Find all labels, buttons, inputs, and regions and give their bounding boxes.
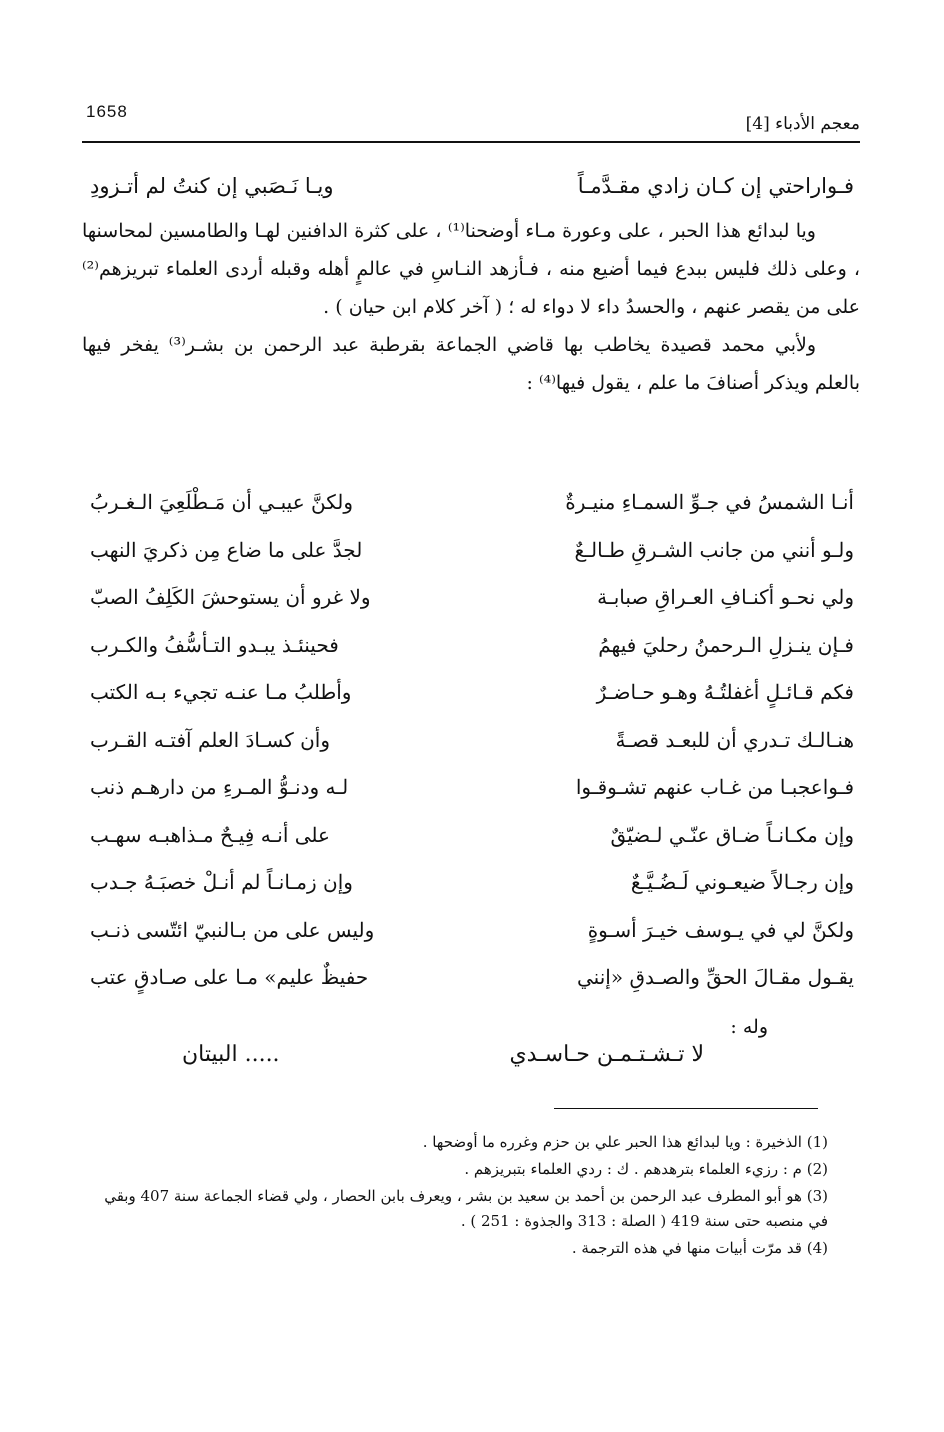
opening-verse	[90, 174, 854, 212]
poem-verse	[90, 823, 854, 871]
verse-second-hemistich: وإن زمـانـاً لم أنـلْ خصبَـهُ جـدب	[90, 870, 353, 894]
verse-second-hemistich: وليس على من بـالنبيّ ائتّسى ذنـب	[90, 917, 375, 942]
footnotes	[82, 1130, 828, 1263]
verse-second-hemistich: ..... البيتان	[182, 1042, 280, 1067]
footnote: (3) هو أبو المطرف عبد الرحمن بن أحمد بن سعيد بن بشر ، ويعرف بابن الحصار ، ولي قضاء الجماعة سنة 407 وبقي في منصبه حتى سنة 419 ( الصلة : 313 والجذوة : 251 ) .	[104, 1187, 828, 1230]
verse-second-hemistich: فحينئـذ يبـدو التـأسُّفُ والكـرب	[90, 632, 339, 657]
verse-second-hemistich: حفيظٌ عليم» مـا على صـادقٍ عتب	[90, 965, 369, 989]
verse-first-hemistich: لا تـشـتـمـن حـاسـدي	[509, 1042, 704, 1067]
verse-second-hemistich: وأطلبُ مـا عنـه تجيء بـه الكتب	[90, 680, 352, 704]
verse-first-hemistich: ولـو أنني من جانب الشـرقِ طـالـعٌ	[574, 537, 854, 562]
verse-second-hemistich: ويـا نَـصَبي إن كنتُ لم أتـزودِ	[90, 174, 334, 198]
verse-second-hemistich: على أنـه فِيـحٌ مـذاهبـه سهـب	[90, 822, 330, 847]
verse-first-hemistich: فـإن ينـزلِ الـرحمنُ رحليَ فيهمُ	[598, 632, 854, 657]
poem-verse	[90, 633, 854, 681]
poem-verse	[90, 870, 854, 918]
footnote: (4) قد مرّت أبيات منها في هذه الترجمة .	[571, 1239, 828, 1257]
footnote: (1) الذخيرة : ويا لبدائع هذا الحبر علي بن حزم وغرره ما أوضحها .	[422, 1133, 828, 1151]
verse-first-hemistich: ولكنَّ لي في يـوسف خيـرَ أسـوةٍ	[587, 917, 854, 942]
poem-verse	[90, 680, 854, 728]
paragraph: ويا لبدائع هذا الحبر ، على وعورة مـاء أوضحنا⁽¹⁾ ، على كثرة الدافنين لهـا والطامسين لمحاسنها ، وعلى ذلك فليس ببدع فيما أضيع منه ، فـأزهد النـاسِ في عالمٍ أهله وقبله أردى العلماء تبريزهم⁽²⁾ على من يقصر عنهم ، والحسدُ داء لا دواء له ؛ ( آخر كلام ابن حيان ) .	[82, 220, 860, 318]
verse-second-hemistich: وأن كسـادَ العلم آفتـه القـرب	[90, 727, 331, 752]
closing-verse	[90, 1042, 854, 1082]
running-title: معجم الأدباء [4]	[745, 114, 860, 134]
poem-verse	[90, 775, 854, 823]
poem-verse	[90, 490, 854, 538]
verse-first-hemistich: ولي نحـو أكنـافِ العـراقِ صبابـة	[597, 585, 854, 609]
verse-first-hemistich: يقـول مقـالَ الحقِّ والصـدقِ «إنني	[577, 965, 854, 989]
footnote-rule	[554, 1108, 818, 1109]
poem-verse	[90, 918, 854, 966]
verse-first-hemistich: هنـالـك تـدري أن للبعـد قصـةً	[615, 727, 854, 752]
verse-second-hemistich: لـه ودنـوُّ المـرءِ من دارهـم ذنب	[90, 775, 349, 799]
header-rule	[82, 141, 860, 143]
footnote: (2) م : رزيء العلماء بترهدهم . ك : ردي العلماء بتبريزهم .	[464, 1160, 828, 1178]
poem	[90, 490, 854, 1013]
poem-verse	[90, 585, 854, 633]
verse-first-hemistich: أنـا الشمسُ في جـوِّ السمـاءِ منيـرةٌ	[565, 490, 854, 514]
poem-intro-label: وله :	[730, 1016, 768, 1038]
paragraph: ولأبي محمد قصيدة يخاطب بها قاضي الجماعة بقرطبة عبد الرحمن بن بشـر⁽³⁾ يفخر فيها بالعلم ويذكر أصنافَ ما علم ، يقول فيها⁽⁴⁾ :	[82, 334, 860, 394]
verse-second-hemistich: ولكنَّ عيبـي أن مَـطْلَعِيَ الـغـربُ	[90, 490, 354, 514]
poem-verse	[90, 965, 854, 1013]
poem-verse	[90, 538, 854, 586]
verse-first-hemistich: وإن مكـانـاً ضـاق عنّـي لـضيّقٌ	[610, 822, 854, 847]
verse-second-hemistich: لجدَّ على ما ضاع مِن ذكريَ النهب	[90, 537, 363, 562]
page-number: 1658	[86, 102, 128, 121]
verse-second-hemistich: ولا غرو أن يستوحشَ الكَلِفُ الصبّ	[90, 585, 371, 609]
verse-first-hemistich: فكم قـائـلٍ أغفلتُـهُ وهـو حـاضـرٌ	[596, 680, 854, 704]
verse-first-hemistich: وإن رجـالاً ضيعـوني لَـضُـيَّـعٌ	[630, 870, 854, 894]
verse-first-hemistich: فـواعجبـا من غـاب عنهم تشـوقـوا	[575, 775, 854, 799]
poem-verse	[90, 728, 854, 776]
prose-body	[82, 212, 860, 402]
verse-first-hemistich: فـواراحتي إن كـان زادي مقـدَّمـاً	[577, 174, 854, 198]
